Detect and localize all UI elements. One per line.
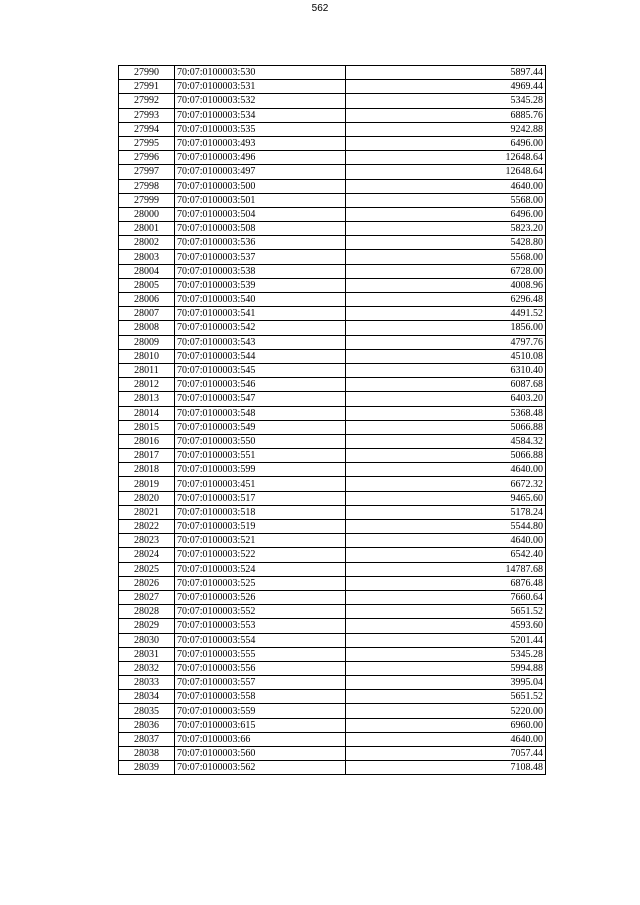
value-cell: 5823.20 [346, 222, 546, 236]
value-cell: 4797.76 [346, 335, 546, 349]
row-number-cell: 28015 [119, 420, 175, 434]
value-cell: 12648.64 [346, 151, 546, 165]
row-number-cell: 28008 [119, 321, 175, 335]
row-number-cell: 27998 [119, 179, 175, 193]
table-row [119, 179, 546, 193]
cadastral-number-cell: 70:07:0100003:559 [175, 704, 346, 718]
row-number-cell: 28006 [119, 293, 175, 307]
cadastral-number-cell: 70:07:0100003:519 [175, 520, 346, 534]
row-number-cell: 28024 [119, 548, 175, 562]
table-row [119, 690, 546, 704]
table-row [119, 732, 546, 746]
table-row [119, 307, 546, 321]
table-row [119, 747, 546, 761]
cadastral-number-cell: 70:07:0100003:548 [175, 406, 346, 420]
row-number-cell: 28001 [119, 222, 175, 236]
cadastral-number-cell: 70:07:0100003:557 [175, 676, 346, 690]
cadastral-number-cell: 70:07:0100003:517 [175, 491, 346, 505]
value-cell: 4640.00 [346, 534, 546, 548]
value-cell: 5428.80 [346, 236, 546, 250]
value-cell: 12648.64 [346, 165, 546, 179]
cadastral-number-cell: 70:07:0100003:599 [175, 463, 346, 477]
value-cell: 5651.52 [346, 690, 546, 704]
table-row [119, 250, 546, 264]
value-cell: 6876.48 [346, 576, 546, 590]
row-number-cell: 28014 [119, 406, 175, 420]
cadastral-number-cell: 70:07:0100003:537 [175, 250, 346, 264]
data-table [118, 65, 546, 775]
value-cell: 4510.08 [346, 349, 546, 363]
row-number-cell: 28039 [119, 761, 175, 775]
page-number: 562 [311, 3, 329, 14]
row-number-cell: 28025 [119, 562, 175, 576]
value-cell: 6403.20 [346, 392, 546, 406]
value-cell: 5368.48 [346, 406, 546, 420]
value-cell: 5345.28 [346, 94, 546, 108]
value-cell: 14787.68 [346, 562, 546, 576]
table-row [119, 633, 546, 647]
table-row [119, 647, 546, 661]
row-number-cell: 28012 [119, 378, 175, 392]
row-number-cell: 28000 [119, 207, 175, 221]
value-cell: 4491.52 [346, 307, 546, 321]
table-row [119, 136, 546, 150]
table-row [119, 264, 546, 278]
cadastral-number-cell: 70:07:0100003:550 [175, 434, 346, 448]
table-row [119, 335, 546, 349]
table-row [119, 321, 546, 335]
value-cell: 4008.96 [346, 278, 546, 292]
value-cell: 7108.48 [346, 761, 546, 775]
table-row [119, 562, 546, 576]
value-cell: 5897.44 [346, 66, 546, 80]
row-number-cell: 28005 [119, 278, 175, 292]
row-number-cell: 28034 [119, 690, 175, 704]
row-number-cell: 28002 [119, 236, 175, 250]
value-cell: 5066.88 [346, 420, 546, 434]
table-row [119, 293, 546, 307]
value-cell: 6728.00 [346, 264, 546, 278]
cadastral-number-cell: 70:07:0100003:522 [175, 548, 346, 562]
table-row [119, 349, 546, 363]
row-number-cell: 28004 [119, 264, 175, 278]
value-cell: 6087.68 [346, 378, 546, 392]
value-cell: 5568.00 [346, 193, 546, 207]
row-number-cell: 28031 [119, 647, 175, 661]
cadastral-number-cell: 70:07:0100003:541 [175, 307, 346, 321]
table-row [119, 718, 546, 732]
value-cell: 9242.88 [346, 122, 546, 136]
table-row [119, 477, 546, 491]
cadastral-number-cell: 70:07:0100003:66 [175, 732, 346, 746]
value-cell: 7660.64 [346, 590, 546, 604]
value-cell: 5201.44 [346, 633, 546, 647]
value-cell: 5345.28 [346, 647, 546, 661]
value-cell: 4640.00 [346, 463, 546, 477]
cadastral-number-cell: 70:07:0100003:504 [175, 207, 346, 221]
row-number-cell: 28036 [119, 718, 175, 732]
row-number-cell: 27992 [119, 94, 175, 108]
row-number-cell: 27994 [119, 122, 175, 136]
row-number-cell: 28026 [119, 576, 175, 590]
cadastral-number-cell: 70:07:0100003:558 [175, 690, 346, 704]
table-row [119, 151, 546, 165]
cadastral-number-cell: 70:07:0100003:549 [175, 420, 346, 434]
value-cell: 5066.88 [346, 449, 546, 463]
table-row [119, 434, 546, 448]
cadastral-number-cell: 70:07:0100003:562 [175, 761, 346, 775]
table-row [119, 94, 546, 108]
table-row [119, 761, 546, 775]
table-row [119, 505, 546, 519]
value-cell: 6542.40 [346, 548, 546, 562]
row-number-cell: 28023 [119, 534, 175, 548]
value-cell: 7057.44 [346, 747, 546, 761]
table-row [119, 406, 546, 420]
row-number-cell: 28011 [119, 363, 175, 377]
value-cell: 4593.60 [346, 619, 546, 633]
row-number-cell: 28019 [119, 477, 175, 491]
row-number-cell: 28017 [119, 449, 175, 463]
table-row [119, 619, 546, 633]
cadastral-number-cell: 70:07:0100003:496 [175, 151, 346, 165]
value-cell: 6296.48 [346, 293, 546, 307]
value-cell: 5994.88 [346, 661, 546, 675]
row-number-cell: 27991 [119, 80, 175, 94]
cadastral-number-cell: 70:07:0100003:615 [175, 718, 346, 732]
row-number-cell: 27993 [119, 108, 175, 122]
value-cell: 6672.32 [346, 477, 546, 491]
table-row [119, 222, 546, 236]
cadastral-number-cell: 70:07:0100003:538 [175, 264, 346, 278]
cadastral-number-cell: 70:07:0100003:551 [175, 449, 346, 463]
cadastral-number-cell: 70:07:0100003:531 [175, 80, 346, 94]
value-cell: 4640.00 [346, 179, 546, 193]
row-number-cell: 28038 [119, 747, 175, 761]
table-row [119, 392, 546, 406]
cadastral-number-cell: 70:07:0100003:530 [175, 66, 346, 80]
table-row [119, 704, 546, 718]
value-cell: 4584.32 [346, 434, 546, 448]
row-number-cell: 28010 [119, 349, 175, 363]
row-number-cell: 27997 [119, 165, 175, 179]
row-number-cell: 28007 [119, 307, 175, 321]
cadastral-number-cell: 70:07:0100003:553 [175, 619, 346, 633]
row-number-cell: 27995 [119, 136, 175, 150]
row-number-cell: 28022 [119, 520, 175, 534]
value-cell: 5651.52 [346, 605, 546, 619]
row-number-cell: 28021 [119, 505, 175, 519]
cadastral-number-cell: 70:07:0100003:555 [175, 647, 346, 661]
value-cell: 9465.60 [346, 491, 546, 505]
table-row [119, 420, 546, 434]
cadastral-number-cell: 70:07:0100003:542 [175, 321, 346, 335]
value-cell: 5568.00 [346, 250, 546, 264]
table-row [119, 590, 546, 604]
cadastral-number-cell: 70:07:0100003:500 [175, 179, 346, 193]
cadastral-number-cell: 70:07:0100003:518 [175, 505, 346, 519]
cadastral-number-cell: 70:07:0100003:560 [175, 747, 346, 761]
table-row [119, 661, 546, 675]
value-cell: 6310.40 [346, 363, 546, 377]
table-row [119, 363, 546, 377]
value-cell: 3995.04 [346, 676, 546, 690]
cadastral-number-cell: 70:07:0100003:524 [175, 562, 346, 576]
row-number-cell: 28016 [119, 434, 175, 448]
value-cell: 5178.24 [346, 505, 546, 519]
table-body [119, 66, 546, 775]
value-cell: 6960.00 [346, 718, 546, 732]
row-number-cell: 28003 [119, 250, 175, 264]
table-row [119, 534, 546, 548]
row-number-cell: 28037 [119, 732, 175, 746]
value-cell: 5544.80 [346, 520, 546, 534]
cadastral-number-cell: 70:07:0100003:545 [175, 363, 346, 377]
row-number-cell: 28020 [119, 491, 175, 505]
cadastral-number-cell: 70:07:0100003:539 [175, 278, 346, 292]
cadastral-number-cell: 70:07:0100003:525 [175, 576, 346, 590]
value-cell: 4640.00 [346, 732, 546, 746]
table-row [119, 165, 546, 179]
row-number-cell: 28029 [119, 619, 175, 633]
cadastral-number-cell: 70:07:0100003:508 [175, 222, 346, 236]
table-row [119, 520, 546, 534]
table-row [119, 605, 546, 619]
row-number-cell: 28030 [119, 633, 175, 647]
table-row [119, 66, 546, 80]
table-row [119, 122, 546, 136]
table-row [119, 108, 546, 122]
row-number-cell: 28027 [119, 590, 175, 604]
cadastral-number-cell: 70:07:0100003:540 [175, 293, 346, 307]
cadastral-number-cell: 70:07:0100003:547 [175, 392, 346, 406]
row-number-cell: 27990 [119, 66, 175, 80]
cadastral-number-cell: 70:07:0100003:554 [175, 633, 346, 647]
value-cell: 5220.00 [346, 704, 546, 718]
row-number-cell: 28035 [119, 704, 175, 718]
table-row [119, 378, 546, 392]
value-cell: 6885.76 [346, 108, 546, 122]
cadastral-number-cell: 70:07:0100003:526 [175, 590, 346, 604]
table-row [119, 463, 546, 477]
row-number-cell: 28033 [119, 676, 175, 690]
value-cell: 6496.00 [346, 207, 546, 221]
table-row [119, 548, 546, 562]
table-row [119, 193, 546, 207]
cadastral-number-cell: 70:07:0100003:521 [175, 534, 346, 548]
cadastral-number-cell: 70:07:0100003:556 [175, 661, 346, 675]
row-number-cell: 28009 [119, 335, 175, 349]
table-row [119, 80, 546, 94]
value-cell: 1856.00 [346, 321, 546, 335]
cadastral-number-cell: 70:07:0100003:535 [175, 122, 346, 136]
row-number-cell: 28028 [119, 605, 175, 619]
cadastral-number-cell: 70:07:0100003:501 [175, 193, 346, 207]
table-row [119, 278, 546, 292]
table-row [119, 491, 546, 505]
cadastral-number-cell: 70:07:0100003:552 [175, 605, 346, 619]
table-row [119, 236, 546, 250]
cadastral-number-cell: 70:07:0100003:451 [175, 477, 346, 491]
cadastral-number-cell: 70:07:0100003:532 [175, 94, 346, 108]
table-row [119, 449, 546, 463]
value-cell: 6496.00 [346, 136, 546, 150]
cadastral-number-cell: 70:07:0100003:534 [175, 108, 346, 122]
row-number-cell: 28013 [119, 392, 175, 406]
cadastral-number-cell: 70:07:0100003:536 [175, 236, 346, 250]
cadastral-number-cell: 70:07:0100003:497 [175, 165, 346, 179]
cadastral-number-cell: 70:07:0100003:546 [175, 378, 346, 392]
cadastral-number-cell: 70:07:0100003:543 [175, 335, 346, 349]
row-number-cell: 27996 [119, 151, 175, 165]
row-number-cell: 28018 [119, 463, 175, 477]
row-number-cell: 28032 [119, 661, 175, 675]
table-row [119, 576, 546, 590]
row-number-cell: 27999 [119, 193, 175, 207]
cadastral-number-cell: 70:07:0100003:493 [175, 136, 346, 150]
table-row [119, 676, 546, 690]
value-cell: 4969.44 [346, 80, 546, 94]
cadastral-number-cell: 70:07:0100003:544 [175, 349, 346, 363]
table-row [119, 207, 546, 221]
